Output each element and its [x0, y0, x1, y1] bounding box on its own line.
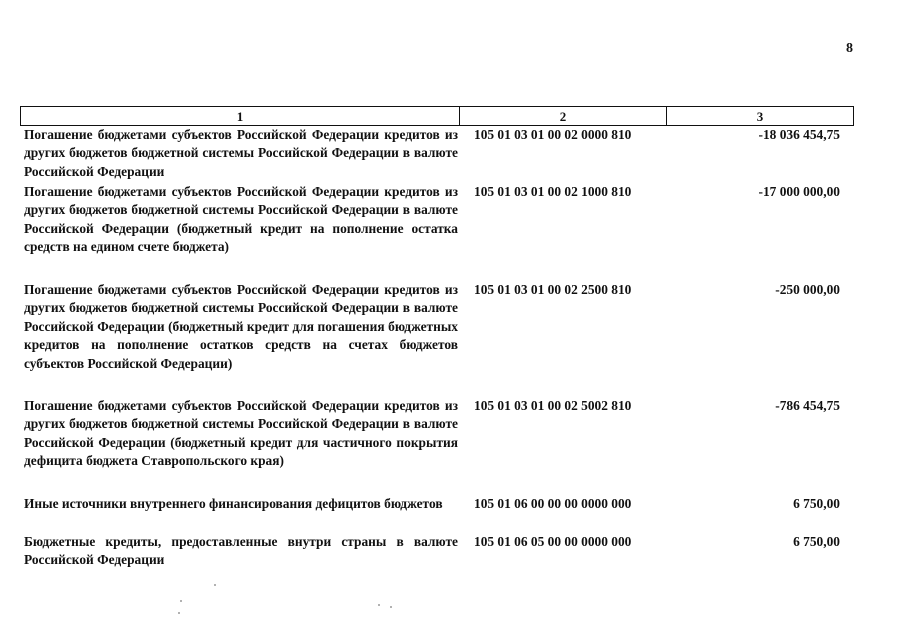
row-description: Погашение бюджетами субъектов Российской Федерации кредитов из других бюджетов бюджетной системы Российской Федерации в валюте Российской Федерации (бюджетный кредит на пополнение остатка средств на едином счете бюджета): [24, 184, 458, 255]
scan-artifact: [214, 584, 216, 586]
row-description: Иные источники внутреннего финансирования дефицитов бюджетов: [24, 496, 443, 511]
page-number: 8: [846, 41, 853, 56]
scan-artifact: [378, 604, 380, 606]
row-description: Погашение бюджетами субъектов Российской Федерации кредитов из других бюджетов бюджетной системы Российской Федерации в валюте Российской Федерации: [24, 127, 458, 179]
row-code: 105 01 03 01 00 02 0000 810: [474, 127, 632, 142]
row-amount: -18 036 454,75: [758, 127, 840, 142]
row-amount: -786 454,75: [775, 398, 840, 413]
row-code: 105 01 03 01 00 02 2500 810: [474, 282, 632, 297]
row-description: Бюджетные кредиты, предоставленные внутри страны в валюте Российской Федерации: [24, 534, 458, 568]
row-description: Погашение бюджетами субъектов Российской Федерации кредитов из других бюджетов бюджетной системы Российской Федерации в валюте Российской Федерации (бюджетный кредит для погашения бюджетных кредитов на пополнение остатков средств на счетах бюджетов субъектов Российской Федерации): [24, 282, 458, 371]
column-header-2: 2: [460, 107, 667, 126]
scan-artifact: [390, 606, 392, 608]
row-amount: 6 750,00: [793, 496, 840, 511]
row-code: 105 01 06 05 00 00 0000 000: [474, 534, 632, 549]
row-code: 105 01 03 01 00 02 1000 810: [474, 184, 632, 199]
row-amount: 6 750,00: [793, 534, 840, 549]
column-header-3: 3: [667, 107, 854, 126]
row-code: 105 01 03 01 00 02 5002 810: [474, 398, 632, 413]
table-header-row: [21, 107, 854, 126]
row-amount: -17 000 000,00: [758, 184, 840, 199]
table-header: [20, 106, 854, 126]
row-description: Погашение бюджетами субъектов Российской Федерации кредитов из других бюджетов бюджетной системы Российской Федерации в валюте Российской Федерации (бюджетный кредит для частичного покрытия дефицита бюджета Ставропольского края): [24, 398, 458, 469]
column-header-1: 1: [21, 107, 460, 126]
scan-artifact: [178, 612, 180, 614]
scan-artifact: [180, 600, 182, 602]
row-code: 105 01 06 00 00 00 0000 000: [474, 496, 632, 511]
row-amount: -250 000,00: [775, 282, 840, 297]
